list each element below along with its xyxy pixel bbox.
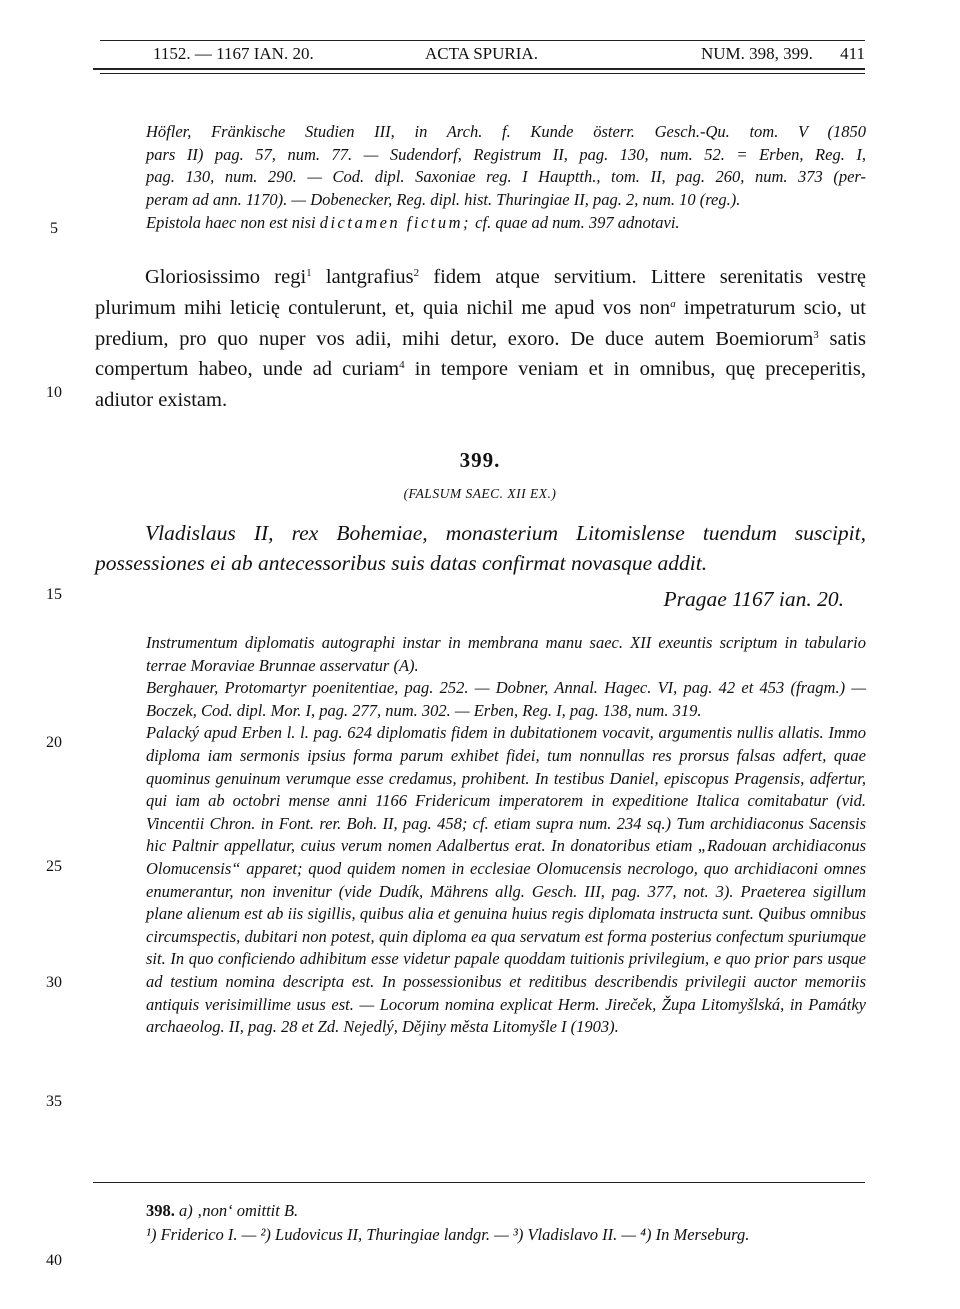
footnote-ref: 4 [399,359,405,372]
footnote-doc-number: 398. [146,1201,175,1220]
running-head [153,44,865,68]
letter-text: in tempore veniam et in omnibus, quę preceperitis, adiutor existam. [95,358,866,412]
tradition-note: Instrumentum diplomatis autographi instar in membrana manu saec. XII exeuntis scriptum in tabulario terrae Moraviae Brunnae asservatur (A). [146,633,866,675]
header-rule-top [100,40,865,41]
footnote-line-2: ¹) Friderico I. — ²) Ludovicus II, Thuringiae landgr. — ³) Vladislavo II. — ⁴) In Merseburg. [146,1225,750,1244]
line-number-25: 25 [46,858,62,875]
bibliography-line: Höfler, Fränkische Studien III, in Arch. f. Kunde österr. Gesch.-Qu. tom. V (1850 [146,122,866,141]
letter-text: fidem atque servitium. Littere serenitatis vestrę plurimum mihi leticię contulerunt, et, quia nichil me apud vos non [95,266,866,319]
line-number-5: 5 [50,220,58,237]
line-number-10: 10 [46,384,62,401]
commentary-note: Palacký apud Erben l. l. pag. 624 diplomatis fidem in dubitationem vocavit, argumentis nullis allatis. Immo diploma iam sermonis ipsius forma parum exhibet fidei, tum nonnullas res prorsus falsas adfert, quae quominus genuinum verumque esse credamus, prohibent. In testibus Daniel, episcopus Pragensis, adfertur, qui iam ab octobri mense anni 1166 Fridericum imperatorem in expeditione Italica comitabatur (vid. Vincentii Chron. in Font. rer. Boh. II, pag. 458; cf. etiam supra num. 234 sq.) Tum archidiaconus Sacensis hic Paltnir appellatur, cuius verum nomen Adalbertus erat. In donatoribus etiam „Radouan archidiaconus Olomucensis“ apparet; quod quidem nomen in ecclesiae Olomucensis necrologo, quo archidiaconi omnes enumerantur, non invenitur (vide Dudík, Mährens allg. Gesch. III, pag. 377, not. 3). Praeterea sigillum plane alienum est ab iis sigillis, quibus alia et genuina huius regis diplomata instructa sunt. Quibus omnibus circumspectis, dubitari non potest, quin diploma ea qua servatum est forma posterius confectum spuriumque sit. In quo conficiendo adhibitum esse videtur papale quoddam tuitionis privilegium, e quo prior pars usque ad testium nomina descripta est. In possessionibus et reditibus describendis privilegii auctor memoriis antiquis verisimillime usus est. — Locorum nomina explicat Herm. Jireček, Župa Litomyšlská, in Památky archaeolog. II, pag. 28 et Zd. Nejedlý, Dějiny města Litomyšle I (1903). [146,723,866,1037]
note-pre: Epistola haec non est nisi [146,213,316,233]
apparatus-399 [146,632,866,1039]
running-head-left: 1152. — 1167 IAN. 20. [153,44,314,63]
footnote-rule [93,1182,865,1183]
line-number-35: 35 [46,1093,62,1110]
document-dating: (FALSUM SAEC. XII EX.) [403,486,557,501]
line-number-20: 20 [46,734,62,751]
footnote-a-text: ‚non‘ omittit B. [196,1201,299,1220]
letter-text: impetraturum scio, ut predium, pro quo nuper vos adii, mihi detur, exoro. De duce autem Boemiorum [95,296,867,350]
regest-399 [95,518,866,578]
footnote-line-1 [146,1199,866,1223]
footnote-ref: 2 [413,267,420,279]
line-number-30: 30 [46,974,62,991]
regest-text: Vladislaus II, rex Bohemiae, monasterium Litomislense tuendum suscipit, possessiones ei ab antecessoribus suis datas confirmat novasque addit. [95,521,866,575]
running-head-center: ACTA SPURIA. [425,44,538,63]
footnote-ref: 3 [813,328,819,341]
bibliography-line: pars II) pag. 57, num. 77. — Sudendorf, Registrum II, pag. 130, num. 52. = Erben, Reg. I, [146,144,866,164]
footnote-mark-a: a) [179,1201,193,1220]
editorial-note-398 [146,212,866,235]
note-post: cf. quae ad num. 397 adnotavi. [475,213,680,233]
bibliography-line: peram ad ann. 1170). — Dobenecker, Reg. dipl. hist. Thuringiae II, pag. 2, num. 10 (reg.). [146,189,741,209]
letter-text: satis compertum habeo, unde ad curiam [95,327,866,381]
footnotes [146,1199,866,1247]
footnote-ref: 1 [306,267,312,279]
header-rule-bottom [100,73,865,74]
letter-text-398 [95,262,866,416]
note-spaced-phrase: dictamen fictum; [319,213,472,233]
bibliography-398 [146,121,866,235]
footnote-ref: a [670,297,676,310]
header-rule-double [93,68,865,70]
letter-text: lantgrafius [311,266,414,288]
line-number-40: 40 [46,1252,62,1269]
editions-note: Berghauer, Protomartyr poenitentiae, pag. 252. — Dobner, Annal. Hagec. VI, pag. 42 et 453 (fragm.) — Boczek, Cod. dipl. Mor. I, pag. 277, num. 302. — Erben, Reg. I, pag. 138, num. 319. [146,678,866,720]
letter-paragraph [95,262,866,416]
document-number-399: 399. [459,448,501,472]
bibliography-line: pag. 130, num. 290. — Cod. dipl. Saxoniae reg. I Hauptth., tom. II, pag. 260, num. 373 (per- [146,167,866,187]
running-head-right: NUM. 398, 399. [701,44,813,63]
letter-text: Gloriosissimo regi [145,266,307,288]
page-number: 411 [840,44,865,63]
place-date: Pragae 1167 ian. 20. [663,587,844,611]
line-number-15: 15 [46,586,62,603]
